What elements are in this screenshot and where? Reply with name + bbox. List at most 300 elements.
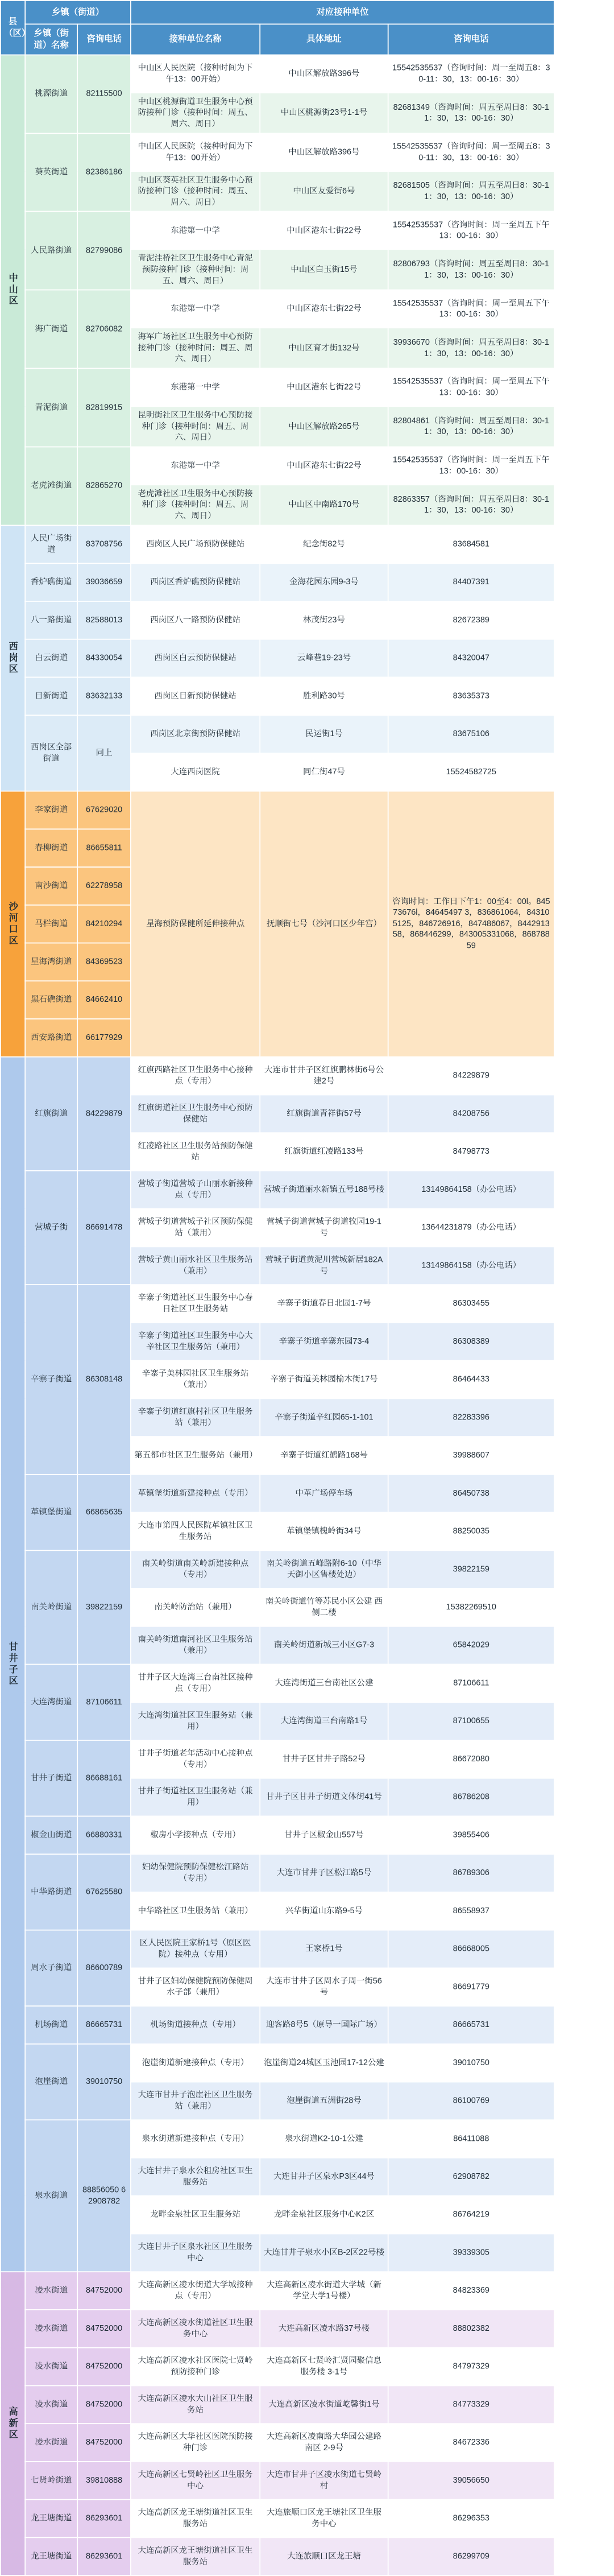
unit-name-cell: 南关岭防治站（兼用）: [131, 1588, 260, 1626]
town-name-cell: 南关岭街道: [25, 1550, 77, 1664]
town-phone-cell: 86293601: [77, 2537, 131, 2575]
unit-phone-cell: 13644231879（办公电话）: [388, 1208, 554, 1246]
table-row: [1, 2310, 554, 2348]
unit-address-cell: 泉水街道K2-10-1公建: [260, 2120, 388, 2158]
town-phone-cell: 86665731: [77, 2006, 131, 2044]
town-name-cell: 中华路街道: [25, 1854, 77, 1930]
unit-name-cell: 红旗街道社区卫生服务中心预防保健站: [131, 1095, 260, 1133]
unit-address-cell: 云峰巷19-23号: [260, 639, 388, 677]
unit-phone-cell: 88802382: [388, 2310, 554, 2348]
unit-name-cell: 辛寨子街道红旗村社区卫生服务站（兼用）: [131, 1398, 260, 1436]
unit-address-cell: 纪念街82号: [260, 525, 388, 563]
town-phone-cell: 84229879: [77, 1056, 131, 1170]
district-cell: 西岗区: [1, 525, 25, 791]
unit-phone-cell: 86668005: [388, 1930, 554, 1968]
unit-address-cell: 民运街1号: [260, 715, 388, 753]
unit-name-cell: 第五都市社区卫生服务站（兼用）: [131, 1436, 260, 1475]
unit-phone-cell: 83684581: [388, 525, 554, 563]
unit-name-cell: 西岗区北京街预防保健站: [131, 715, 260, 753]
table-row: [1, 133, 554, 171]
unit-address-cell: 中山区友爱街6号: [260, 171, 388, 212]
town-name-cell: 辛寨子街道: [25, 1285, 77, 1475]
unit-phone-cell: 86764219: [388, 2195, 554, 2234]
unit-name-cell: 大连市第四人民医院革镇社区卫生服务站: [131, 1512, 260, 1550]
unit-address-cell: 同仁街47号: [260, 753, 388, 791]
unit-name-cell: 大连高新区大华社区医院预防接种门诊: [131, 2424, 260, 2462]
town-name-cell: 李家街道: [25, 791, 77, 829]
unit-address-cell: 红旗街道红凌路133号: [260, 1133, 388, 1171]
town-name-cell: 椒金山街道: [25, 1816, 77, 1854]
unit-phone-cell: 65842029: [388, 1626, 554, 1664]
unit-phone-cell: 39855406: [388, 1816, 554, 1854]
unit-address-cell: 营城子街道丽水新镇五号188号楼: [260, 1171, 388, 1209]
town-name-cell: 红旗街道: [25, 1056, 77, 1170]
town-phone-cell: 82588013: [77, 601, 131, 639]
unit-name-cell: 大连湾街道社区卫生服务站（兼用）: [131, 1702, 260, 1740]
unit-address-cell: 王家桥1号: [260, 1930, 388, 1968]
town-phone-cell: 66865635: [77, 1474, 131, 1550]
town-name-cell: 马栏街道: [25, 905, 77, 943]
unit-phone-cell: 82681349（咨询时间：周五至周日8：30-11：30，13：00-16：30）: [388, 93, 554, 133]
unit-phone-cell: 86691779: [388, 1968, 554, 2006]
unit-address-cell: 中山区中南路170号: [260, 485, 388, 525]
unit-address-cell: 辛寨子街道春日北园1-7号: [260, 1285, 388, 1323]
unit-phone-cell: 86450738: [388, 1474, 554, 1512]
table-row: [1, 2044, 554, 2082]
town-name-cell: 泡崖街道: [25, 2044, 77, 2119]
table-row: [1, 369, 554, 407]
unit-name-cell: 营城子街道营城子社区预防保健站（兼用）: [131, 1208, 260, 1246]
town-phone-cell: 86600789: [77, 1930, 131, 2005]
unit-name-cell: 龙畔金泉社区卫生服务站: [131, 2195, 260, 2234]
town-phone-cell: 84369523: [77, 943, 131, 981]
unit-name-cell: 海军广场社区卫生服务中心预防接种门诊（接种时间：周五、周六、周日）: [131, 328, 260, 368]
unit-phone-cell: 15382269510: [388, 1588, 554, 1626]
town-phone-cell: 39010750: [77, 2044, 131, 2119]
table-row: [1, 1550, 554, 1588]
unit-name-cell: 机场街道接种点（专用）: [131, 2006, 260, 2044]
unit-name-cell: 中山区葵英社区卫生服务中心预防接种门诊（接种时间：周五、周六、周日）: [131, 171, 260, 212]
town-name-cell: 革镇堡街道: [25, 1474, 77, 1550]
unit-name-cell: 西岗区人民广场预防保健站: [131, 525, 260, 563]
table-row: [1, 563, 554, 601]
unit-name-cell: 中山区人民医院（接种时间为下午13：00开始）: [131, 133, 260, 171]
town-name-cell: 甘井子街道: [25, 1740, 77, 1816]
unit-phone-cell: 82804861（咨询时间：周五至周日8：30-11：30，13：00-16：30）: [388, 406, 554, 447]
town-name-cell: 龙王塘街道: [25, 2499, 77, 2537]
unit-phone-cell: 83635373: [388, 677, 554, 715]
unit-name-cell: 星海预防保健所延伸接种点: [131, 791, 260, 1056]
town-phone-cell: 86293601: [77, 2499, 131, 2537]
unit-address-cell: 龙畔金泉社区服务中心K2区: [260, 2195, 388, 2234]
unit-name-cell: 革镇堡街道新建接种点（专用）: [131, 1474, 260, 1512]
unit-address-cell: 革镇堡镇槐岭街34号: [260, 1512, 388, 1550]
unit-phone-cell: 39988607: [388, 1436, 554, 1475]
table-row: [1, 715, 554, 753]
table-row: [1, 2499, 554, 2537]
unit-name-cell: 东港第一中学: [131, 290, 260, 328]
unit-phone-cell: 62908782: [388, 2158, 554, 2196]
unit-address-cell: 大连湾街道三台南社区公建: [260, 1664, 388, 1702]
unit-address-cell: 泡崖街道五洲街28号: [260, 2082, 388, 2120]
table-row: [1, 1740, 554, 1778]
table-row: [1, 1056, 554, 1095]
unit-name-cell: 中山区人民医院（接种时间为下午13：00开始）: [131, 55, 260, 93]
town-name-cell: 星海湾街道: [25, 943, 77, 981]
unit-address-cell: 大连高新区凌水街道大学城（新学堂大学1号楼）: [260, 2272, 388, 2310]
unit-phone-cell: 84672336: [388, 2424, 554, 2462]
town-phone-cell: 39822159: [77, 1550, 131, 1664]
unit-name-cell: 大连高新区龙王塘街道社区卫生服务站: [131, 2537, 260, 2575]
town-phone-cell: 87106611: [77, 1664, 131, 1740]
table-row: [1, 639, 554, 677]
town-name-cell: 营城子街: [25, 1171, 77, 1285]
unit-phone-cell: 86296353: [388, 2499, 554, 2537]
unit-address-cell: 大连高新区凌南路大华园公建路南区 2-9号: [260, 2424, 388, 2462]
town-phone-cell: 84210294: [77, 905, 131, 943]
unit-phone-cell: 84320047: [388, 639, 554, 677]
unit-name-cell: 西岗区香炉礁预防保健站: [131, 563, 260, 601]
unit-phone-cell: 86411088: [388, 2120, 554, 2158]
unit-address-cell: 中山区桃源街23号1-1号: [260, 93, 388, 133]
unit-name-cell: 中华路社区卫生服务站（兼用）: [131, 1892, 260, 1930]
unit-address-cell: 辛寨子街道红鹤路168号: [260, 1436, 388, 1475]
unit-phone-cell: 86786208: [388, 1778, 554, 1816]
town-name-cell: 西安路街道: [25, 1019, 77, 1057]
table-body: [1, 55, 554, 2575]
unit-phone-cell: 82806793（咨询时间：周五至周日8：30-11：30，13：00-16：30）: [388, 250, 554, 290]
unit-phone-cell: 82672389: [388, 601, 554, 639]
table-row: [1, 2537, 554, 2575]
unit-phone-cell: 39936670（咨询时间：周五至周日8：30-11：30，13：00-16：30）: [388, 328, 554, 368]
district-cell: 中山区: [1, 55, 25, 525]
unit-phone-cell: 86665731: [388, 2006, 554, 2044]
unit-name-cell: 西岗区八一路预防保健站: [131, 601, 260, 639]
unit-address-cell: 泡崖街道24城区玉池园17-12公建: [260, 2044, 388, 2082]
unit-address-cell: 大连旅顺口区龙王塘社区卫生服务中心: [260, 2499, 388, 2537]
town-phone-cell: 84662410: [77, 981, 131, 1019]
unit-phone-cell: 86672080: [388, 1740, 554, 1778]
unit-phone-cell: 84773329: [388, 2385, 554, 2424]
unit-address-cell: 金海花园东园9-3号: [260, 563, 388, 601]
town-phone-cell: 同上: [77, 715, 131, 791]
unit-phone-cell: 87106611: [388, 1664, 554, 1702]
unit-phone-cell: 86464433: [388, 1360, 554, 1398]
unit-name-cell: 大连高新区凌水街道大学城接种点（专用）: [131, 2272, 260, 2310]
table-row: [1, 290, 554, 328]
unit-address-cell: 南关岭街道新城三小区G7-3: [260, 1626, 388, 1664]
unit-name-cell: 东港第一中学: [131, 447, 260, 485]
town-name-cell: 机场街道: [25, 2006, 77, 2044]
unit-name-cell: 大连高新区凌水街道社区卫生服务中心: [131, 2310, 260, 2348]
unit-name-cell: 营城子黄山丽水社区卫生服务站（兼用）: [131, 1246, 260, 1285]
town-phone-cell: 86655811: [77, 829, 131, 867]
unit-name-cell: 甘井子区妇幼保健院预防保健周水子部（兼用）: [131, 1968, 260, 2006]
unit-phone-cell: 86789306: [388, 1854, 554, 1892]
table-row: [1, 55, 554, 93]
unit-phone-cell: 82681505（咨询时间：周五至周日8：30-11：30，13：00-16：30）: [388, 171, 554, 212]
town-phone-cell: 82115500: [77, 55, 131, 133]
town-name-cell: 七贤岭街道: [25, 2462, 77, 2500]
unit-name-cell: 大连甘井子泉水公租房社区卫生服务站: [131, 2158, 260, 2196]
table-row: [1, 1664, 554, 1702]
district-cell: 甘井子区: [1, 1056, 25, 2271]
unit-phone-cell: 84797329: [388, 2347, 554, 2385]
town-name-cell: 黑石礁街道: [25, 981, 77, 1019]
table-row: [1, 2006, 554, 2044]
town-phone-cell: 82865270: [77, 447, 131, 525]
unit-address-cell: 南关岭街道竹等苏民小区公建 西侧二楼: [260, 1588, 388, 1626]
unit-name-cell: 东港第一中学: [131, 369, 260, 407]
table-row: [1, 1171, 554, 1209]
unit-address-cell: 中山区白玉街15号: [260, 250, 388, 290]
table-row: [1, 677, 554, 715]
unit-name-cell: 中山区桃源街道卫生服务中心预防接种门诊（接种时间：周五、周六、周日）: [131, 93, 260, 133]
town-name-cell: 白云街道: [25, 639, 77, 677]
town-name-cell: 泉水街道: [25, 2120, 77, 2272]
unit-phone-cell: 咨询时间：工作日下午1：00至4：00l。84573676l，84645497 3，836861064，843105125，846726916，847486067，844291358，868446299，843005331068，86878859: [388, 791, 554, 1056]
town-name-cell: 龙王塘街道: [25, 2537, 77, 2575]
unit-phone-cell: 15542535537（咨询时间：周一至周五8：30-11：30，13：00-16：30）: [388, 55, 554, 93]
table-row: [1, 447, 554, 485]
unit-phone-cell: 84407391: [388, 563, 554, 601]
table-row: [1, 1854, 554, 1892]
unit-address-cell: 大连甘井子区泉水P3区44号: [260, 2158, 388, 2196]
unit-address-cell: 大连甘井子泉水小区B-2区22号楼: [260, 2234, 388, 2272]
unit-name-cell: 大连西岗医院: [131, 753, 260, 791]
unit-address-cell: 甘井子区椒金山557号: [260, 1816, 388, 1854]
unit-address-cell: 营城子街道营城子街道牧园19-1号: [260, 1208, 388, 1246]
unit-address-cell: 大连高新区七贤岭汇贤园聚信息服务楼 3-1号: [260, 2347, 388, 2385]
town-name-cell: 香炉礁街道: [25, 563, 77, 601]
unit-address-header: 具体地址: [260, 24, 388, 55]
table-row: [1, 2385, 554, 2424]
town-name-cell: 凌水街道: [25, 2272, 77, 2310]
table-row: [1, 791, 554, 829]
town-phone-cell: 83708756: [77, 525, 131, 563]
unit-name-cell: 甘井子区大连湾三台南社区接种点（专用）: [131, 1664, 260, 1702]
unit-address-cell: 大连市甘井子区凌水街道七贤岭村: [260, 2462, 388, 2500]
unit-address-cell: 中山区港东七街22号: [260, 447, 388, 485]
unit-name-cell: 红旗西路社区卫生服务中心接种点（专用）: [131, 1056, 260, 1095]
unit-phone-cell: 39056650: [388, 2462, 554, 2500]
unit-name-cell: 营城子街道营城子山丽水新接种点（专用）: [131, 1171, 260, 1209]
table-row: [1, 2120, 554, 2158]
table-row: [1, 2272, 554, 2310]
table-row: [1, 601, 554, 639]
town-phone-cell: 67629020: [77, 791, 131, 829]
town-phone-cell: 82799086: [77, 212, 131, 290]
unit-address-cell: 甘井子区甘井子街道文体街41号: [260, 1778, 388, 1816]
town-phone-cell: 84752000: [77, 2272, 131, 2310]
unit-phone-cell: 15542535537（咨询时间：周一至周五下午13：00-16：30）: [388, 212, 554, 250]
district-column-header: 县（区）: [1, 1, 25, 55]
table-row: [1, 1816, 554, 1854]
unit-phone-cell: 86299709: [388, 2537, 554, 2575]
unit-phone-cell: 82283396: [388, 1398, 554, 1436]
town-name-header: 乡镇（街道）名称: [25, 24, 77, 55]
town-name-cell: 日新街道: [25, 677, 77, 715]
unit-phone-cell: 39339305: [388, 2234, 554, 2272]
unit-phone-cell: 39822159: [388, 1550, 554, 1588]
town-name-cell: 桃源街道: [25, 55, 77, 133]
table-row: [1, 2462, 554, 2500]
unit-address-cell: 大连市甘井子区红旗鹏林街6号公建2号: [260, 1056, 388, 1095]
town-name-cell: 凌水街道: [25, 2424, 77, 2462]
unit-phone-cell: 86100769: [388, 2082, 554, 2120]
unit-name-cell: 昆明街社区卫生服务中心预防接种门诊（接种时间：周五、周六、周日）: [131, 406, 260, 447]
unit-address-cell: 胜利路30号: [260, 677, 388, 715]
town-phone-cell: 86308148: [77, 1285, 131, 1475]
unit-name-cell: 辛寨子街道社区卫生服务中心春日社区卫生服务站: [131, 1285, 260, 1323]
unit-phone-cell: 15542535537（咨询时间：周一至周五下午13：00-16：30）: [388, 369, 554, 407]
unit-name-cell: 南关岭街道南关岭新建接种点（专用）: [131, 1550, 260, 1588]
unit-address-cell: 辛寨子街道辛寨东园73-4: [260, 1322, 388, 1360]
unit-address-cell: 兴华街道山东路9-5号: [260, 1892, 388, 1930]
town-phone-cell: 84752000: [77, 2310, 131, 2348]
town-phone-cell: 82706082: [77, 290, 131, 369]
unit-address-cell: 中革广场停车场: [260, 1474, 388, 1512]
town-phone-cell: 84752000: [77, 2347, 131, 2385]
unit-phone-header: 咨询电话: [388, 24, 554, 55]
unit-name-cell: 大连高新区龙王塘街道社区卫生服务站: [131, 2499, 260, 2537]
town-name-cell: 葵英街道: [25, 133, 77, 212]
table-row: [1, 2424, 554, 2462]
town-name-cell: 西岗区全部街道: [25, 715, 77, 791]
town-phone-cell: 67625580: [77, 1854, 131, 1930]
unit-address-cell: 红旗街道青祥街57号: [260, 1095, 388, 1133]
unit-address-cell: 中山区解放路396号: [260, 55, 388, 93]
unit-phone-cell: 13149864158（办公电话）: [388, 1171, 554, 1209]
unit-name-cell: 大连高新区凌水大山社区卫生服务站: [131, 2385, 260, 2424]
town-name-cell: 人民路街道: [25, 212, 77, 290]
town-name-cell: 南沙街道: [25, 867, 77, 905]
town-group-header: 乡镇（街道）: [25, 1, 131, 24]
town-phone-cell: 84330054: [77, 639, 131, 677]
town-phone-cell: 84752000: [77, 2424, 131, 2462]
town-name-cell: 周水子街道: [25, 1930, 77, 2005]
unit-phone-cell: 82863357（咨询时间：周五至周日8：30-11：30，13：00-16：30）: [388, 485, 554, 525]
unit-name-cell: 大连高新区凌水社区医院七贤岭预防接种门诊: [131, 2347, 260, 2385]
table-row: [1, 212, 554, 250]
unit-phone-cell: 84208756: [388, 1095, 554, 1133]
unit-phone-cell: 15542535537（咨询时间：周一至周五下午13：00-16：30）: [388, 447, 554, 485]
unit-group-header: 对应接种单位: [131, 1, 554, 24]
town-phone-cell: 39810888: [77, 2462, 131, 2500]
town-name-cell: 老虎滩街道: [25, 447, 77, 525]
unit-address-cell: 大连市甘井子区周水子周一街56号: [260, 1968, 388, 2006]
unit-address-cell: 辛寨子街道美林园榆木街17号: [260, 1360, 388, 1398]
unit-address-cell: 中山区解放路265号: [260, 406, 388, 447]
unit-name-cell: 辛寨子美林园社区卫生服务站（兼用）: [131, 1360, 260, 1398]
unit-name-header: 接种单位名称: [131, 24, 260, 55]
town-name-cell: 八一路街道: [25, 601, 77, 639]
unit-name-cell: 妇幼保健院预防保健松江路站（专用）: [131, 1854, 260, 1892]
town-name-cell: 凌水街道: [25, 2310, 77, 2348]
unit-phone-cell: 84798773: [388, 1133, 554, 1171]
unit-address-cell: 大连旅顺口区龙王塘: [260, 2537, 388, 2575]
unit-address-cell: 中山区港东七街22号: [260, 369, 388, 407]
unit-phone-cell: 86558937: [388, 1892, 554, 1930]
unit-address-cell: 大连湾街道三台南路1号: [260, 1702, 388, 1740]
table-header: [1, 1, 554, 55]
district-cell: 高新区: [1, 2272, 25, 2575]
unit-name-cell: 区人民医院王家桥1号（原区医院）接种点（专用）: [131, 1930, 260, 1968]
town-phone-cell: 66177929: [77, 1019, 131, 1057]
unit-phone-cell: 86308389: [388, 1322, 554, 1360]
town-name-cell: 凌水街道: [25, 2347, 77, 2385]
unit-address-cell: 甘井子区甘井子路52号: [260, 1740, 388, 1778]
unit-address-cell: 迎客路8号5（原导一国际广场）: [260, 2006, 388, 2044]
town-phone-header: 咨询电话: [77, 24, 131, 55]
unit-phone-cell: 87100655: [388, 1702, 554, 1740]
unit-address-cell: 南关岭街道五峰路附6-10（中华天御小区售楼处边）: [260, 1550, 388, 1588]
unit-name-cell: 南关岭街道南河社区卫生服务站（兼用）: [131, 1626, 260, 1664]
town-phone-cell: 84752000: [77, 2385, 131, 2424]
unit-phone-cell: 15542535537（咨询时间：周一至周五下午13：00-16：30）: [388, 290, 554, 328]
town-name-cell: 大连湾街道: [25, 1664, 77, 1740]
unit-address-cell: 大连高新区凌水街道屹馨街1号: [260, 2385, 388, 2424]
unit-name-cell: 大连甘井子区泉水社区卫生服务中心: [131, 2234, 260, 2272]
unit-phone-cell: 84229879: [388, 1056, 554, 1095]
unit-name-cell: 泉水街道新建接种点（专用）: [131, 2120, 260, 2158]
table-row: [1, 1285, 554, 1323]
unit-name-cell: 大连市甘井子泡崖社区卫生服务站（兼用）: [131, 2082, 260, 2120]
unit-phone-cell: 83675106: [388, 715, 554, 753]
unit-address-cell: 中山区解放路396号: [260, 133, 388, 171]
town-phone-cell: 39036659: [77, 563, 131, 601]
unit-name-cell: 辛寨子街道社区卫生服务中心大辛社区卫生服务站（兼用）: [131, 1322, 260, 1360]
town-phone-cell: 86691478: [77, 1171, 131, 1285]
town-phone-cell: 82819915: [77, 369, 131, 447]
town-name-cell: 人民广场街道: [25, 525, 77, 563]
unit-address-cell: 辛寨子街道辛红园65-1-101: [260, 1398, 388, 1436]
table-row: [1, 525, 554, 563]
table-row: [1, 1474, 554, 1512]
unit-phone-cell: 88250035: [388, 1512, 554, 1550]
unit-name-cell: 东港第一中学: [131, 212, 260, 250]
town-name-cell: 春柳街道: [25, 829, 77, 867]
unit-address-cell: 大连高新区凌水路37号楼: [260, 2310, 388, 2348]
town-name-cell: 青泥街道: [25, 369, 77, 447]
unit-name-cell: 泡崖街道新建接种点（专用）: [131, 2044, 260, 2082]
unit-name-cell: 老虎滩社区卫生服务中心预防接种门诊（接种时间：周五、周六、周日）: [131, 485, 260, 525]
unit-phone-cell: 84823369: [388, 2272, 554, 2310]
unit-name-cell: 青泥洼桥社区卫生服务中心青泥预防接种门诊（接种时间：周五、周六、周日）: [131, 250, 260, 290]
unit-address-cell: 中山区育才街132号: [260, 328, 388, 368]
unit-name-cell: 椒房小学接种点（专用）: [131, 1816, 260, 1854]
district-cell: 沙河口区: [1, 791, 25, 1056]
town-phone-cell: 82386186: [77, 133, 131, 212]
unit-name-cell: 西岗区白云预防保健站: [131, 639, 260, 677]
unit-phone-cell: 15524582725: [388, 753, 554, 791]
table-row: [1, 1930, 554, 1968]
unit-phone-cell: 39010750: [388, 2044, 554, 2082]
unit-address-cell: 大连市甘井子区松江路5号: [260, 1854, 388, 1892]
town-phone-cell: 88856050 62908782: [77, 2120, 131, 2272]
unit-name-cell: 西岗区日新预防保健站: [131, 677, 260, 715]
unit-phone-cell: 15542535537（咨询时间：周一至周五8：30-11：30，13：00-16：30）: [388, 133, 554, 171]
town-phone-cell: 62278958: [77, 867, 131, 905]
unit-name-cell: 甘井子街道老年活动中心接种点（专用）: [131, 1740, 260, 1778]
unit-address-cell: 中山区港东七街22号: [260, 212, 388, 250]
town-name-cell: 凌水街道: [25, 2385, 77, 2424]
unit-name-cell: 甘井子街道社区卫生服务站（兼用）: [131, 1778, 260, 1816]
town-phone-cell: 66880331: [77, 1816, 131, 1854]
town-phone-cell: 83632133: [77, 677, 131, 715]
town-phone-cell: 86688161: [77, 1740, 131, 1816]
town-name-cell: 海广街道: [25, 290, 77, 369]
